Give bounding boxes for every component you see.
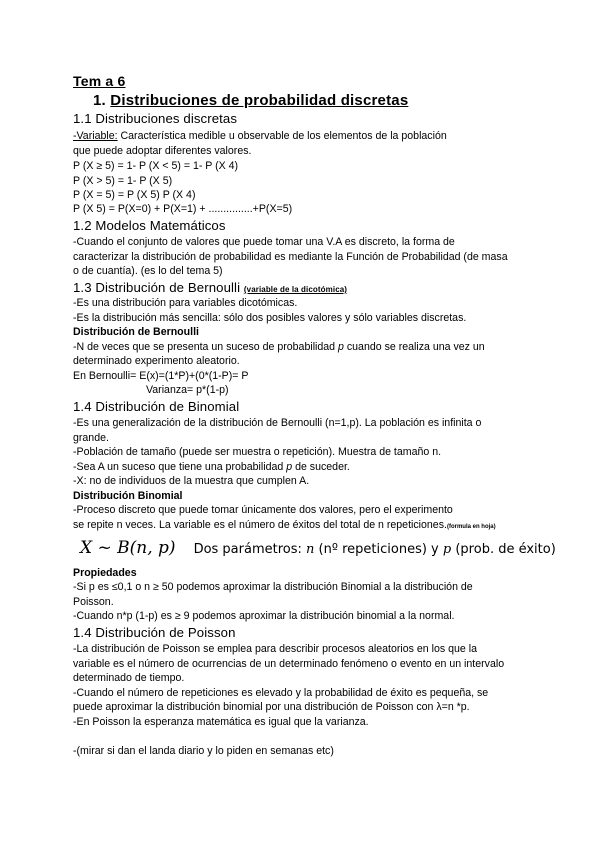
text-line	[73, 519, 496, 534]
text-line: grande.	[73, 432, 109, 444]
variable-definition	[73, 130, 447, 143]
section-title-1-4-binomial: 1.4 Distribución de Binomial	[73, 399, 240, 414]
text-line: que puede adoptar diferentes valores.	[73, 145, 252, 157]
text-line: -(mirar si dan el landa diario y lo piden en semanas etc)	[73, 745, 334, 757]
text-span: se repite n veces. La variable es el número de éxitos del total de n repeticiones.	[73, 519, 447, 531]
variable-text: Característica medible u observable de los elementos de la población	[117, 130, 447, 142]
variable-p: p	[338, 341, 344, 353]
text-line: -X: no de individuos de la muestra que cumplen A.	[73, 475, 310, 487]
section-title-text: 1.3 Distribución de Bernoulli	[73, 280, 241, 295]
subheading-binomial: Distribución Binomial	[73, 490, 183, 502]
formula-line: P (X ≥ 5) = 1- P (X < 5) = 1- P (X 4)	[73, 160, 239, 172]
text-line: caracterizar la distribución de probabilidad es mediante la Función de Probabilidad (de masa	[73, 251, 508, 263]
text-line: -Es la distribución más sencilla: sólo dos posibles valores y sólo variables discretas.	[73, 312, 467, 324]
text-line: -Población de tamaño (puede ser muestra o repetición). Muestra de tamaño n.	[73, 446, 442, 458]
formula-line: P (X = 5) = P (X 5) P (X 4)	[73, 189, 196, 201]
section-title-1-1: 1.1 Distribuciones discretas	[73, 111, 238, 126]
text-line: -Es una generalización de la distribución de Bernoulli (n=1,p). La población es infinita o	[73, 417, 482, 429]
text-line: -En Poisson la esperanza matemática es igual que la varianza.	[73, 716, 369, 728]
text-span: (prob. de éxito)	[451, 542, 556, 557]
text-line: puede aproximar la distribución binomial por una distribución de Poisson con λ=n *p.	[73, 701, 470, 713]
text-line: determinado de tiempo.	[73, 672, 185, 684]
text-span: (nº repeticiones) y	[314, 542, 443, 557]
formula-line: Varianza= p*(1-p)	[146, 384, 229, 396]
text-line: -Cuando el conjunto de valores que puede tomar una V.A es discreto, la forma de	[73, 236, 455, 248]
text-line: -Cuando n*p (1-p) es ≥ 9 podemos aproximar la distribución binomial a la normal.	[73, 610, 455, 622]
text-span: de suceder.	[292, 461, 350, 473]
subheading-bernoulli: Distribución de Bernoulli	[73, 326, 199, 338]
variable-p: p	[442, 542, 452, 557]
text-line: Poisson.	[73, 596, 114, 608]
subheading-properties: Propiedades	[73, 567, 137, 579]
page-title: Tem a 6	[73, 73, 126, 89]
text-line: o de cuantía). (es lo del tema 5)	[73, 265, 223, 277]
formula-line: P (X > 5) = 1- P (X 5)	[73, 175, 173, 187]
small-note: (formula en hoja)	[446, 524, 496, 530]
section-title-1-2: 1.2 Modelos Matemáticos	[73, 218, 226, 233]
text-line: determinado experimento aleatorio.	[73, 355, 240, 367]
text-line: -Es una distribución para variables dicotómicas.	[73, 297, 298, 309]
text-line: variable es el número de ocurrencias de un determinado fenómeno o evento en un intervalo	[73, 658, 505, 670]
text-line: -Cuando el número de repeticiones es elevado y la probabilidad de éxito es pequeña, se	[73, 687, 489, 699]
formula-math: X ~ B(n, p)	[80, 538, 176, 558]
text-line: -La distribución de Poisson se emplea para describir procesos aleatorios en los que la	[73, 643, 477, 655]
formula-line: En Bernoulli= E(x)=(1*P)+(0*(1-P)= P	[73, 370, 249, 382]
main-heading	[93, 92, 408, 109]
variable-p: p	[286, 461, 293, 473]
text-line	[73, 461, 350, 474]
section-title-1-3	[73, 280, 347, 295]
text-line: -Si p es ≤0,1 o n ≥ 50 podemos aproximar la distribución Binomial a la distribución de	[73, 581, 473, 593]
formula-description	[194, 542, 556, 557]
text-span: -Sea A un suceso que tiene una probabilidad	[73, 461, 287, 473]
text-span: -N de veces que se presenta un suceso de probabilidad	[73, 341, 339, 353]
formula-line: P (X 5) = P(X=0) + P(X=1) + ...............+P(X=5)	[73, 203, 293, 215]
variable-n: n	[306, 542, 315, 557]
text-line	[73, 341, 485, 354]
text-line: -Proceso discreto que puede tomar únicamente dos valores, pero el experimento	[73, 504, 453, 516]
variable-label: -Variable:	[73, 130, 118, 142]
heading-text: Distribuciones de probabilidad discretas	[110, 92, 409, 109]
text-span: cuando se realiza una vez un	[343, 341, 485, 353]
section-title-1-4-poisson: 1.4 Distribución de Poisson	[73, 625, 236, 640]
text-span: Dos parámetros:	[193, 542, 307, 557]
binomial-formula	[80, 538, 556, 558]
section-note: (variable de la dicotómica)	[243, 285, 348, 294]
heading-number: 1.	[93, 92, 106, 109]
